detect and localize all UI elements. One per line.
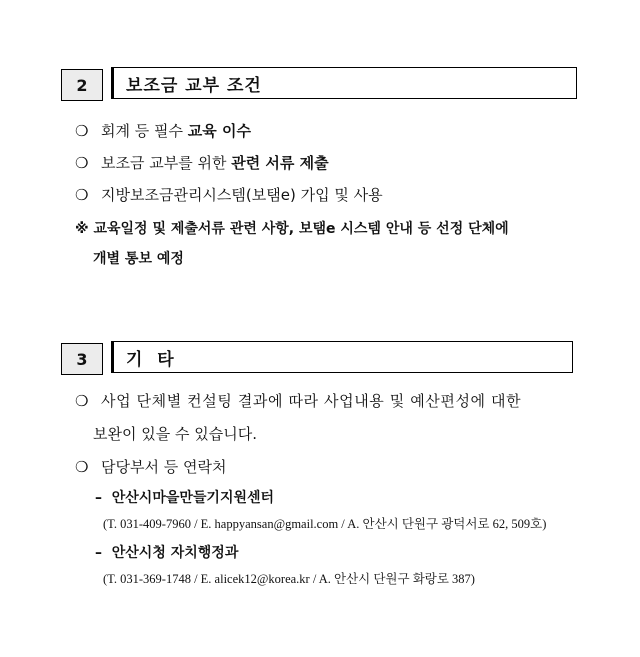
- contact-detail: (T. 031-369-1748 / E. alicek12@korea.kr / A. 안산시 단원구 화랑로 387): [103, 572, 475, 586]
- circle-bullet-icon: ❍: [75, 392, 89, 410]
- list-item: [75, 456, 226, 477]
- item-text: 사업 단체별 컨설팅 결과에 따라 사업내용 및 예산편성에 대한: [101, 392, 522, 410]
- circle-bullet-icon: ❍: [75, 122, 89, 140]
- circle-bullet-icon: ❍: [75, 186, 89, 204]
- section-2-number: 2: [61, 69, 103, 101]
- item-text: 회계 등 필수: [101, 122, 188, 140]
- list-item: [75, 390, 521, 411]
- contact-name: – 안산시마을만들기지원센터: [95, 490, 275, 506]
- note-line-2: 개별 통보 예정: [93, 251, 184, 267]
- list-item: [75, 184, 383, 205]
- item-text-bold: 관련 서류 제출: [231, 154, 329, 172]
- section-3-title: 기 타: [111, 341, 573, 373]
- contact-name: – 안산시청 자치행정과: [95, 545, 239, 561]
- section-2-header: [61, 69, 577, 101]
- section-3-number: 3: [61, 343, 103, 375]
- circle-bullet-icon: ❍: [75, 154, 89, 172]
- item-text-bold: 교육 이수: [187, 122, 251, 140]
- item-continuation: 보완이 있을 수 있습니다.: [93, 425, 257, 443]
- item-text: 담당부서 등 연락처: [101, 458, 227, 476]
- item-text: 보조금 교부를 위한: [101, 154, 232, 172]
- circle-bullet-icon: ❍: [75, 458, 89, 476]
- dash-icon: –: [95, 545, 102, 561]
- list-item: [75, 120, 251, 141]
- item-text: 지방보조금관리시스템(보탬e) 가입 및 사용: [101, 186, 383, 204]
- section-2-title: 보조금 교부 조건: [111, 67, 577, 99]
- section-3-header: [61, 343, 573, 375]
- list-item: [75, 152, 329, 173]
- contact-detail: (T. 031-409-7960 / E. happyansan@gmail.com / A. 안산시 단원구 광덕서로 62, 509호): [103, 517, 547, 531]
- dash-icon: –: [95, 490, 102, 506]
- note-line-1: ※ 교육일정 및 제출서류 관련 사항, 보탬e 시스템 안내 등 선정 단체에: [75, 221, 509, 237]
